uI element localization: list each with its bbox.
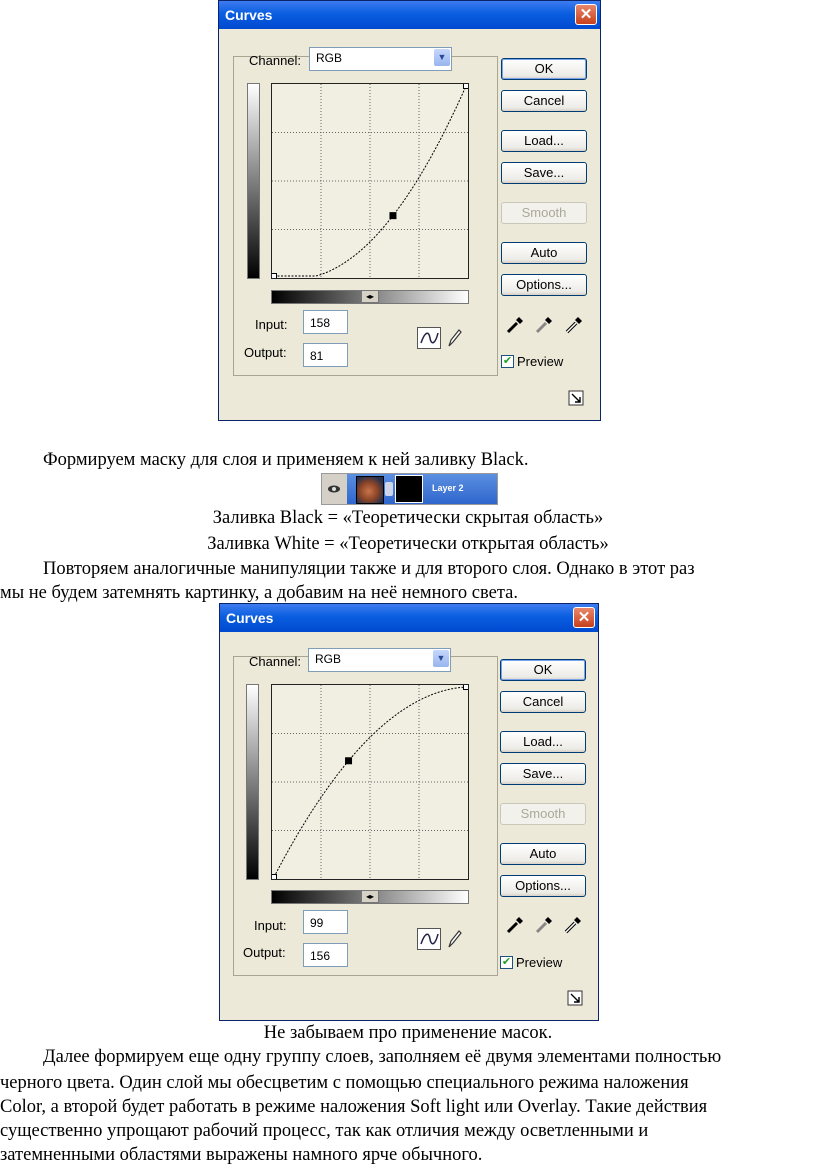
pencil-icon[interactable] <box>446 327 462 349</box>
curves-dialog-2 <box>219 603 599 1021</box>
output-gradient-bar <box>247 83 260 279</box>
text-line: Не забываем про применение масок. <box>263 1023 553 1043</box>
output-field[interactable] <box>303 343 348 367</box>
text-line: черного цвета. Один слой мы обесцветим с помощью специального режима наложения <box>0 1073 689 1093</box>
curve-tool-icon[interactable] <box>417 327 441 349</box>
output-label: Output: <box>243 945 286 960</box>
gradient-swap-icon[interactable]: ◂▸ <box>361 890 379 903</box>
channel-value: RGB <box>315 652 342 666</box>
expand-dialog-icon[interactable] <box>567 990 583 1006</box>
text-line: Заливка White = «Теоретически открытая область» <box>207 534 609 554</box>
text-line: Формируем маску для слоя и применяем к ней заливку Black. <box>43 450 529 470</box>
options-button[interactable]: Options... <box>500 875 586 897</box>
output-label: Output: <box>244 345 287 360</box>
auto-button[interactable]: Auto <box>501 242 587 264</box>
chain-link-icon[interactable] <box>385 482 393 496</box>
curve-plot[interactable] <box>272 685 468 879</box>
channel-label: Channel: <box>249 53 302 68</box>
layer-mask-thumbnail[interactable] <box>395 475 423 503</box>
pencil-icon[interactable] <box>446 928 462 950</box>
layer-name: Layer 2 <box>432 483 464 493</box>
output-gradient-bar <box>246 684 259 880</box>
smooth-button[interactable]: Smooth <box>501 202 587 224</box>
cancel-button[interactable]: Cancel <box>501 90 587 112</box>
curve-control-point[interactable] <box>272 875 277 880</box>
output-field[interactable] <box>303 943 348 967</box>
channel-label: Channel: <box>249 654 302 669</box>
black-eyedropper-icon[interactable] <box>505 315 525 335</box>
load-button[interactable]: Load... <box>501 130 587 152</box>
gradient-swap-icon[interactable]: ◂▸ <box>361 290 379 303</box>
channel-select[interactable] <box>309 47 452 71</box>
preview-label: Preview <box>516 955 563 970</box>
input-label: Input: <box>254 918 287 933</box>
curve-control-point[interactable] <box>464 685 469 690</box>
load-button[interactable]: Load... <box>500 731 586 753</box>
gray-eyedropper-icon[interactable] <box>534 315 554 335</box>
layer-row[interactable] <box>321 473 498 505</box>
input-field[interactable] <box>303 310 348 334</box>
output-value: 81 <box>310 349 324 363</box>
chevron-down-icon[interactable]: ▼ <box>433 650 449 667</box>
curve-control-point[interactable] <box>346 758 352 764</box>
output-value: 156 <box>310 949 331 963</box>
curves-dialog-1 <box>218 0 601 421</box>
input-field[interactable] <box>303 910 348 934</box>
chevron-down-icon[interactable]: ▼ <box>434 49 450 66</box>
channel-select[interactable] <box>308 648 451 672</box>
text-line: Повторяем аналогичные манипуляции также и для второго слоя. Однако в этот раз <box>43 559 695 579</box>
input-label: Input: <box>255 317 288 332</box>
channel-value: RGB <box>316 51 343 65</box>
eye-icon[interactable] <box>322 474 347 504</box>
close-button[interactable]: ✕ <box>575 4 597 25</box>
gray-eyedropper-icon[interactable] <box>534 915 554 935</box>
curve-control-point[interactable] <box>272 274 277 279</box>
curve-control-point[interactable] <box>390 213 396 219</box>
input-value: 158 <box>310 316 331 330</box>
preview-checkbox[interactable]: ✔ <box>502 355 513 367</box>
ok-button[interactable]: OK <box>501 58 587 80</box>
curve-control-point[interactable] <box>464 84 469 89</box>
text-line: затемненными областями выражены намного ярче обычного. <box>0 1145 483 1165</box>
white-eyedropper-icon[interactable] <box>563 915 583 935</box>
black-eyedropper-icon[interactable] <box>505 915 525 935</box>
white-eyedropper-icon[interactable] <box>564 315 584 335</box>
curve-plot[interactable] <box>272 84 468 278</box>
preview-checkbox[interactable]: ✔ <box>501 956 512 968</box>
save-button[interactable]: Save... <box>501 162 587 184</box>
curves-graph[interactable] <box>271 83 469 279</box>
options-button[interactable]: Options... <box>501 274 587 296</box>
dialog-title: Curves <box>226 610 274 626</box>
auto-button[interactable]: Auto <box>500 843 586 865</box>
dialog-titlebar[interactable] <box>220 604 598 632</box>
save-button[interactable]: Save... <box>500 763 586 785</box>
input-value: 99 <box>310 916 324 930</box>
curve-tool-icon[interactable] <box>417 928 441 950</box>
dialog-title: Curves <box>225 7 273 23</box>
preview-label: Preview <box>517 354 564 369</box>
cancel-button[interactable]: Cancel <box>500 691 586 713</box>
text-line: Далее формируем еще одну группу слоев, заполняем её двумя элементами полностью <box>43 1047 722 1067</box>
text-line: Заливка Black = «Теоретически скрытая область» <box>212 508 604 528</box>
smooth-button[interactable]: Smooth <box>500 803 586 825</box>
ok-button[interactable]: OK <box>500 659 586 681</box>
text-line: существенно упрощают рабочий процесс, так как отличия между осветленными и <box>0 1121 649 1141</box>
text-line: Color, а второй будет работать в режиме наложения Soft light или Overlay. Такие действия <box>0 1097 708 1117</box>
close-button[interactable]: ✕ <box>573 607 595 628</box>
dialog-titlebar[interactable] <box>219 1 600 29</box>
expand-dialog-icon[interactable] <box>568 390 584 406</box>
layer-thumbnail[interactable] <box>356 476 384 504</box>
text-line: мы не будем затемнять картинку, а добавим на неё немного света. <box>0 583 518 603</box>
curves-graph[interactable] <box>271 684 469 880</box>
